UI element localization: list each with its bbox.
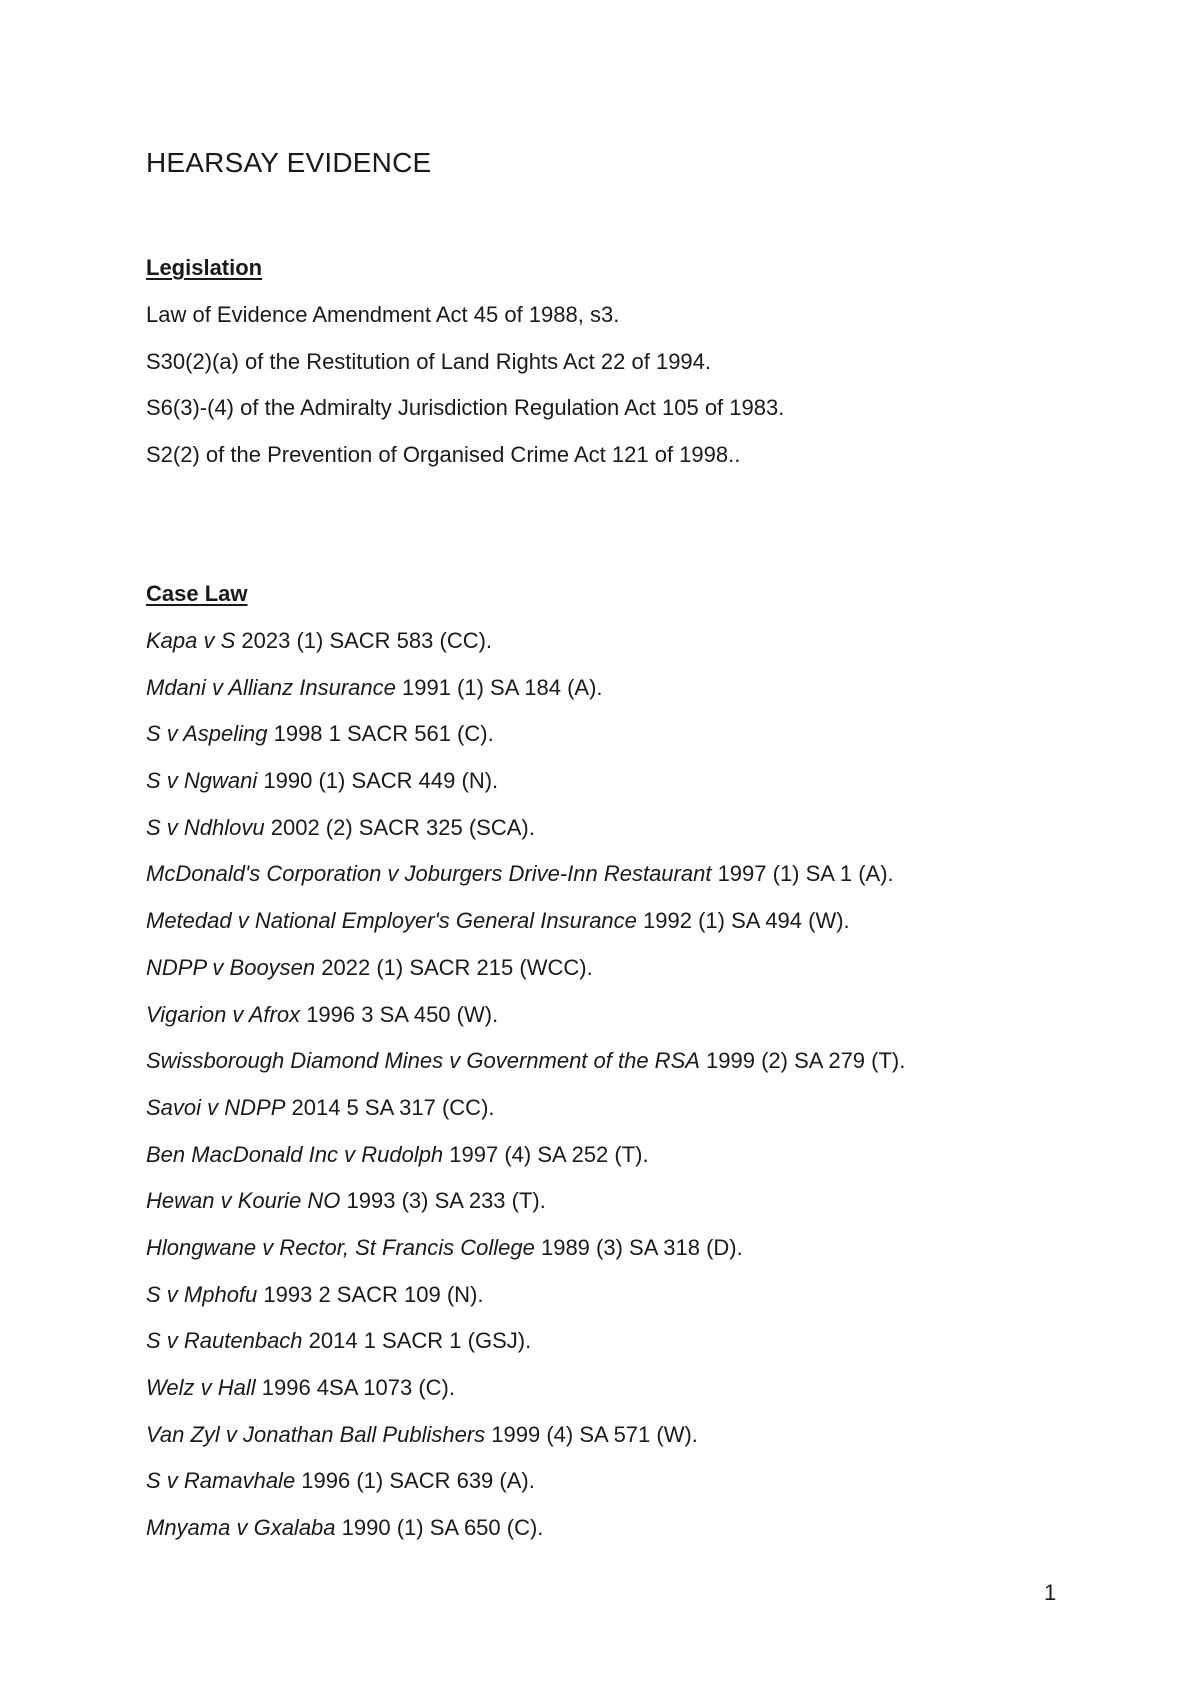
case-citation: 2023 (1) SACR 583 (CC).	[235, 628, 493, 653]
case-item	[146, 767, 905, 814]
case-citation: 1999 (2) SA 279 (T).	[699, 1048, 906, 1074]
case-name: Kapa v S	[146, 628, 236, 653]
case-name: S v Mphofu	[146, 1281, 258, 1307]
case-citation: 1999 (4) SA 571 (W).	[485, 1421, 698, 1447]
case-name: Mdani v Allianz Insurance	[146, 674, 396, 700]
case-item	[146, 1141, 905, 1188]
case-item	[146, 1421, 905, 1468]
case-item	[146, 1281, 905, 1328]
case-item	[146, 674, 905, 721]
case-item	[146, 1094, 905, 1141]
case-name: S v Rautenbach	[146, 1328, 303, 1354]
case-citation: 1989 (3) SA 318 (D).	[534, 1234, 743, 1260]
case-citation: 1996 (1) SACR 639 (A).	[295, 1468, 535, 1494]
case-name: S v Aspeling	[146, 721, 268, 747]
case-item	[146, 720, 905, 767]
case-citation: 1991 (1) SA 184 (A).	[395, 674, 603, 700]
case-item	[146, 1234, 905, 1281]
case-name: S v Ramavhale	[146, 1468, 296, 1494]
case-name: Vigarion v Afrox	[146, 1001, 301, 1027]
case-name: Van Zyl v Jonathan Ball Publishers	[146, 1421, 486, 1447]
legislation-list	[146, 301, 784, 488]
legislation-item: S2(2) of the Prevention of Organised Crime Act 121 of 1998..	[146, 442, 741, 468]
case-item	[146, 1514, 905, 1561]
case-name: S v Ngwani	[146, 768, 258, 794]
case-item	[146, 1374, 905, 1421]
case-citation: 1990 (1) SA 650 (C).	[335, 1515, 544, 1541]
case-name: Hlongwane v Rector, St Francis College	[146, 1234, 535, 1260]
case-citation: 1998 1 SACR 561 (C).	[267, 721, 494, 747]
case-citation: 1996 3 SA 450 (W).	[300, 1001, 499, 1027]
case-citation: 1996 4SA 1073 (C).	[255, 1375, 455, 1400]
case-item	[146, 1047, 905, 1094]
case-item	[146, 1001, 905, 1048]
case-item	[146, 860, 905, 907]
case-citation: 1997 (1) SA 1 (A).	[711, 861, 894, 887]
case-item	[146, 627, 905, 674]
legislation-item: S30(2)(a) of the Restitution of Land Rights Act 22 of 1994.	[146, 348, 712, 374]
legislation-item: S6(3)-(4) of the Admiralty Jurisdiction Regulation Act 105 of 1983.	[146, 395, 785, 421]
case-item	[146, 1187, 905, 1234]
case-law-heading: Case Law	[146, 581, 248, 606]
case-name: NDPP v Booysen	[146, 954, 316, 980]
case-citation: 2022 (1) SACR 215 (WCC).	[315, 954, 593, 980]
case-item	[146, 954, 905, 1001]
case-citation: 1993 2 SACR 109 (N).	[257, 1281, 484, 1307]
case-item	[146, 1327, 905, 1374]
legislation-heading: Legislation	[146, 255, 263, 280]
case-name: Hewan v Kourie NO	[146, 1188, 341, 1214]
document-title: HEARSAY EVIDENCE	[146, 147, 432, 178]
case-name: Ben MacDonald Inc v Rudolph	[146, 1141, 444, 1167]
case-item	[146, 814, 905, 861]
case-item	[146, 1467, 905, 1514]
case-name: Welz v Hall	[146, 1375, 256, 1400]
case-citation: 2002 (2) SACR 325 (SCA).	[264, 814, 535, 840]
case-citation: 2014 5 SA 317 (CC).	[285, 1094, 495, 1120]
case-citation: 1997 (4) SA 252 (T).	[443, 1141, 649, 1167]
legislation-item: Law of Evidence Amendment Act 45 of 1988, s3.	[146, 302, 620, 327]
case-citation: 1992 (1) SA 494 (W).	[636, 908, 850, 934]
case-law-list	[146, 627, 905, 1561]
case-name: S v Ndhlovu	[146, 814, 265, 840]
case-name: Mnyama v Gxalaba	[146, 1515, 336, 1541]
page-number: 1	[1044, 1580, 1057, 1605]
case-citation: 2014 1 SACR 1 (GSJ).	[302, 1328, 532, 1354]
case-citation: 1990 (1) SACR 449 (N).	[257, 768, 499, 794]
case-name: Savoi v NDPP	[146, 1094, 286, 1120]
case-item	[146, 907, 905, 954]
case-citation: 1993 (3) SA 233 (T).	[340, 1188, 546, 1214]
case-name: Swissborough Diamond Mines v Government of the RSA	[146, 1048, 700, 1074]
case-name: Metedad v National Employer's General Insurance	[146, 908, 637, 934]
case-name: McDonald's Corporation v Joburgers Drive-Inn Restaurant	[146, 861, 712, 887]
